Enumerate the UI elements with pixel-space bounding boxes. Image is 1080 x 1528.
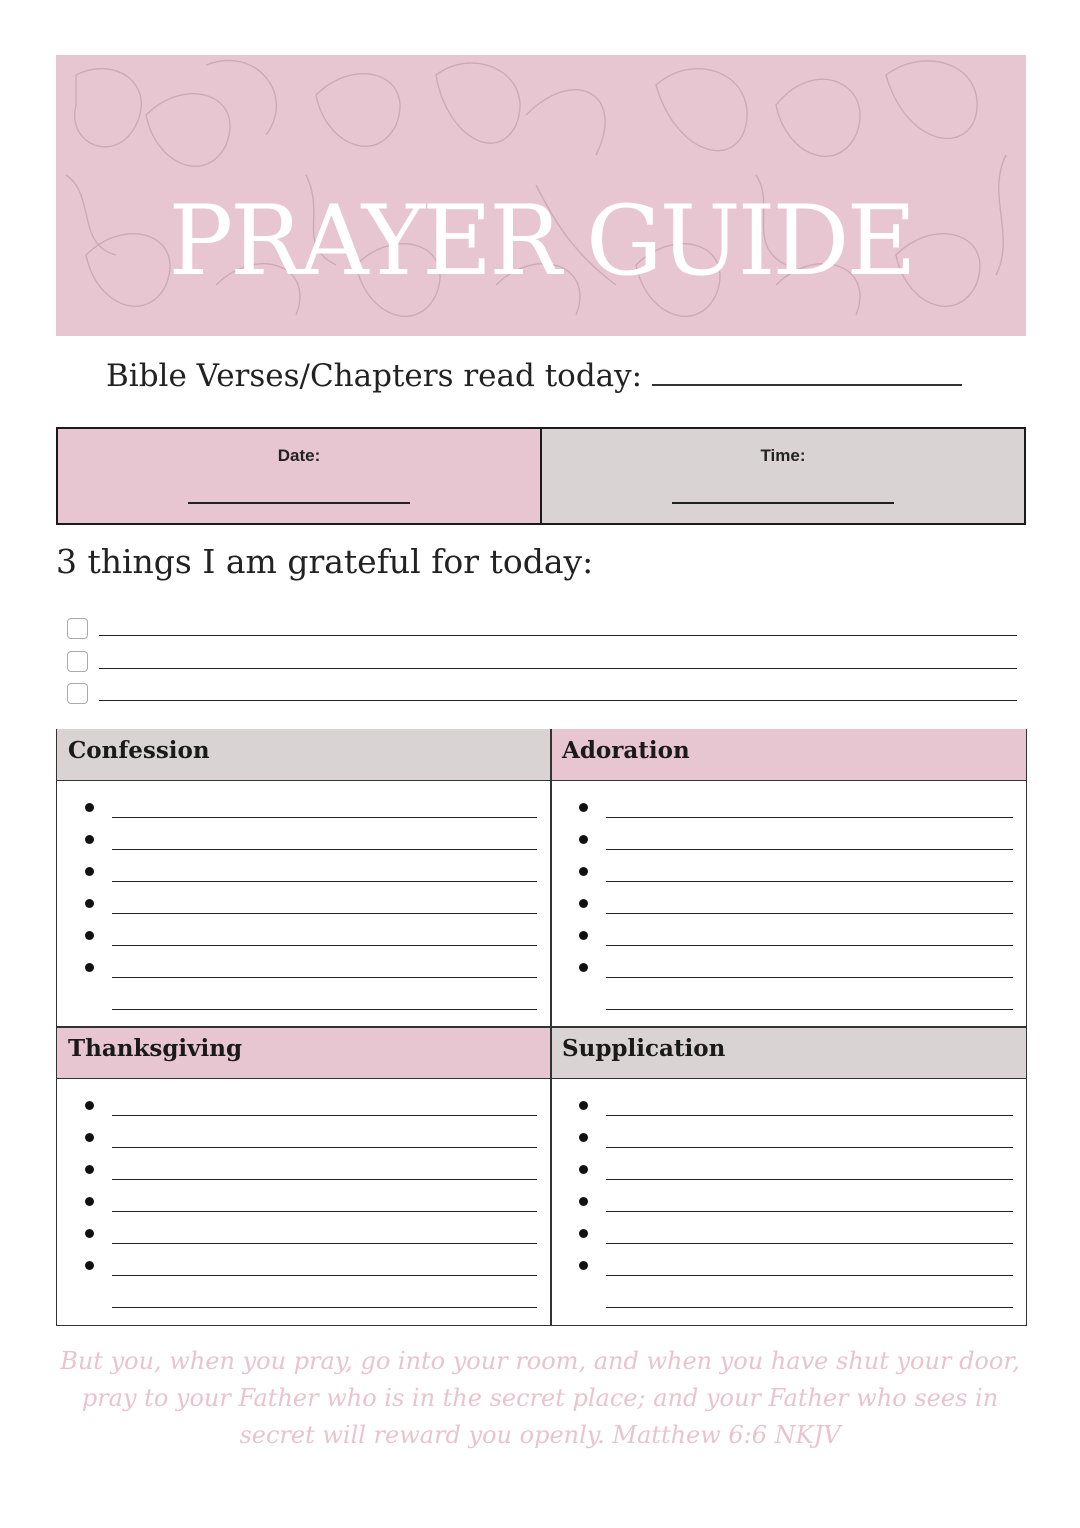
time-blank[interactable]: [672, 502, 894, 504]
section-supplication: [551, 1027, 1026, 1325]
bullet-point: [579, 1261, 588, 1270]
writing-line[interactable]: [112, 945, 537, 946]
bullet-point: [85, 1133, 94, 1142]
writing-line[interactable]: [112, 849, 537, 850]
writing-line[interactable]: [606, 1243, 1013, 1244]
writing-line[interactable]: [606, 1211, 1013, 1212]
section-header: [57, 729, 550, 781]
bullet-point: [579, 1229, 588, 1238]
writing-line[interactable]: [606, 913, 1013, 914]
grateful-checkbox[interactable]: [67, 651, 88, 672]
writing-line[interactable]: [112, 913, 537, 914]
section-adoration: [551, 729, 1026, 1026]
date-blank[interactable]: [188, 502, 410, 504]
prayer-sections-grid: [56, 729, 1027, 1326]
section-title: Thanksgiving: [68, 1035, 243, 1062]
grateful-line[interactable]: [99, 635, 1017, 636]
section-header: [551, 729, 1026, 781]
time-label: Time:: [760, 446, 806, 465]
bible-verses-blank[interactable]: [652, 356, 962, 386]
bible-verses-field: [106, 356, 986, 394]
page-title: PRAYER GUIDE: [168, 185, 914, 297]
bullet-point: [85, 1197, 94, 1206]
section-title: Confession: [68, 737, 210, 764]
date-cell: [58, 429, 542, 523]
writing-line[interactable]: [606, 1307, 1013, 1308]
grateful-item: [67, 683, 1017, 707]
writing-line[interactable]: [606, 1009, 1013, 1010]
header-banner: [56, 55, 1026, 336]
date-label: Date:: [277, 446, 321, 465]
bullet-point: [579, 1101, 588, 1110]
writing-line[interactable]: [112, 977, 537, 978]
writing-line[interactable]: [112, 1009, 537, 1010]
writing-line[interactable]: [606, 849, 1013, 850]
writing-line[interactable]: [112, 1147, 537, 1148]
grateful-line[interactable]: [99, 700, 1017, 701]
bullet-point: [85, 1229, 94, 1238]
writing-line[interactable]: [112, 1275, 537, 1276]
writing-line[interactable]: [606, 1147, 1013, 1148]
bullet-point: [85, 1261, 94, 1270]
writing-line[interactable]: [606, 945, 1013, 946]
grateful-checkbox[interactable]: [67, 618, 88, 639]
writing-line[interactable]: [112, 1179, 537, 1180]
bullet-point: [579, 899, 588, 908]
grateful-item: [67, 618, 1017, 642]
bullet-point: [579, 867, 588, 876]
bullet-point: [579, 1133, 588, 1142]
section-header: [57, 1027, 550, 1079]
writing-line[interactable]: [606, 817, 1013, 818]
bullet-point: [579, 835, 588, 844]
bullet-point: [579, 1165, 588, 1174]
bullet-point: [85, 899, 94, 908]
writing-line[interactable]: [606, 1115, 1013, 1116]
section-thanksgiving: [57, 1027, 550, 1325]
date-time-box: [56, 427, 1026, 525]
writing-line[interactable]: [606, 1275, 1013, 1276]
bullet-point: [85, 1101, 94, 1110]
writing-line[interactable]: [112, 881, 537, 882]
section-confession: [57, 729, 550, 1026]
writing-line[interactable]: [112, 817, 537, 818]
bullet-point: [85, 931, 94, 940]
time-cell: [542, 429, 1024, 523]
bullet-point: [85, 803, 94, 812]
bullet-point: [579, 803, 588, 812]
section-title: Adoration: [562, 737, 690, 764]
bullet-point: [85, 1165, 94, 1174]
bullet-point: [579, 963, 588, 972]
grateful-heading: 3 things I am grateful for today:: [56, 542, 594, 581]
writing-line[interactable]: [112, 1115, 537, 1116]
writing-line[interactable]: [112, 1211, 537, 1212]
bullet-point: [85, 867, 94, 876]
scripture-quote: But you, when you pray, go into your room, and when you have shut your door, pray to your Father who is in the secret place; and your Father who sees in secret will reward you openly. Matthew 6:6 NKJV: [60, 1347, 1020, 1449]
section-title: Supplication: [562, 1035, 726, 1062]
grateful-item: [67, 651, 1017, 675]
grid-horizontal-divider: [57, 1026, 1026, 1028]
grateful-line[interactable]: [99, 668, 1017, 669]
writing-line[interactable]: [112, 1243, 537, 1244]
bible-verses-label: Bible Verses/Chapters read today:: [106, 358, 643, 394]
writing-line[interactable]: [606, 881, 1013, 882]
bullet-point: [579, 1197, 588, 1206]
writing-line[interactable]: [112, 1307, 537, 1308]
section-header: [551, 1027, 1026, 1079]
bullet-point: [85, 963, 94, 972]
writing-line[interactable]: [606, 1179, 1013, 1180]
bullet-point: [579, 931, 588, 940]
writing-line[interactable]: [606, 977, 1013, 978]
grateful-checkbox[interactable]: [67, 683, 88, 704]
bullet-point: [85, 835, 94, 844]
